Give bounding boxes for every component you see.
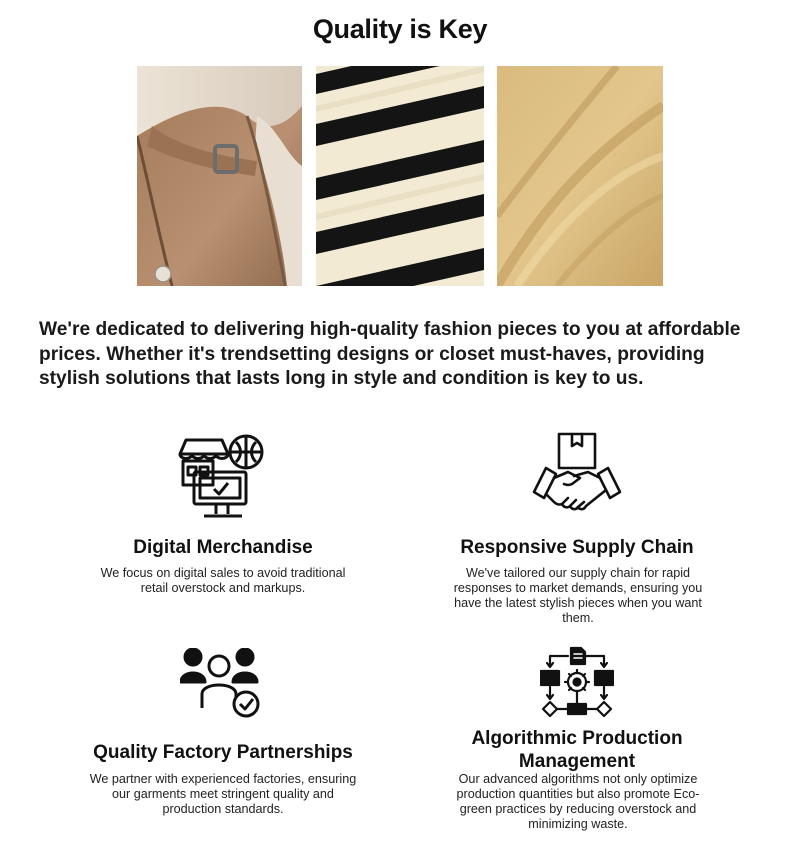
feature-description: We've tailored our supply chain for rapid responses to market demands, ensuring you have the latest stylish pieces when you want them. xyxy=(453,566,703,625)
feature-title: Digital Merchandise xyxy=(133,537,313,558)
digital-storefront-icon xyxy=(176,434,268,527)
intro-text: We're dedicated to delivering high-quality fashion pieces to you at affordable prices. Whether it's trendsetting designs or closet must-haves, providing stylish solutions that lasts long in style and condition is key to us. xyxy=(39,319,741,389)
page-title: Quality is Key xyxy=(312,14,488,44)
handshake-box-icon xyxy=(532,432,622,529)
feature-title: Responsive Supply Chain xyxy=(460,537,694,558)
feature-title: Algorithmic Production Management xyxy=(471,728,683,772)
team-check-icon xyxy=(180,648,264,725)
feature-description: Our advanced algorithms not only optimize production quantities but also promote Eco-green practices by reducing overstock and minimizing waste. xyxy=(456,772,700,831)
feature-title: Quality Factory Partnerships xyxy=(93,742,353,763)
gold-satin-photo xyxy=(497,66,663,286)
algorithm-flow-icon xyxy=(540,646,614,725)
leather-jacket-photo xyxy=(137,66,302,286)
striped-knit-photo xyxy=(316,66,484,286)
feature-description: We partner with experienced factories, ensuring our garments meet stringent quality and production standards. xyxy=(89,772,357,816)
feature-description: We focus on digital sales to avoid traditional retail overstock and markups. xyxy=(100,566,346,595)
